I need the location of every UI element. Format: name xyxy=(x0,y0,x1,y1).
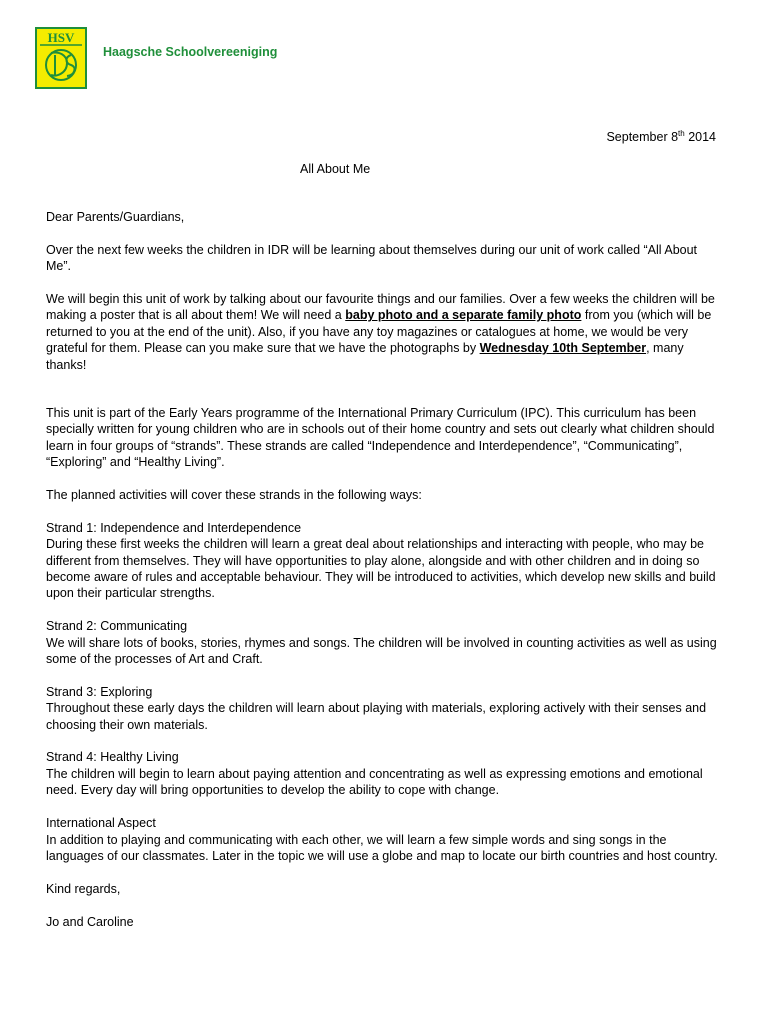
activities-intro: The planned activities will cover these strands in the following ways: xyxy=(46,488,422,503)
date-ordinal: th xyxy=(678,128,685,138)
strand-heading: Strand 4: Healthy Living xyxy=(46,750,179,765)
closing: Kind regards, xyxy=(46,881,121,896)
letter-date xyxy=(606,129,716,145)
strand-heading: Strand 2: Communicating xyxy=(46,619,188,634)
photo-request-text-2: from you (which will be returned to you at the end of the unit). Also, if you have any toy magazines or catalogues at home, we would be very grateful for them. Please can you make sure that we have the photographs by xyxy=(46,308,712,356)
ipc-paragraph: This unit is part of the Early Years programme of the International Primary Curriculum (IPC). This curriculum has been specially written for young children who are in schools out of their home country and sets out clearly what children should learn in four groups of “strands”. These strands are called “Independence and Interdependence”, “Communicating”, “Exploring” and “Healthy Living”. xyxy=(46,406,715,470)
deadline-highlight: Wednesday 10th September xyxy=(479,341,647,356)
strand-section xyxy=(46,684,724,733)
salutation: Dear Parents/Guardians, xyxy=(46,210,185,224)
strand-text: Throughout these early days the children will learn about playing with materials, exploring actively with their senses and choosing their own materials. xyxy=(46,701,707,732)
strand-text: In addition to playing and communicating with each other, we will learn a few simple words and sing songs in the languages of our classmates. Later in the topic we will use a globe and map to locate our birth countries and host country. xyxy=(46,832,718,863)
photo-request-text: We will begin this unit of work by talking about our favourite things and our families. Over a few weeks the children will be making a poster that is all about them! We will need a xyxy=(46,292,715,323)
strand-section xyxy=(46,520,724,602)
date-year: 2014 xyxy=(684,130,716,144)
photo-request-text-3: , many thanks! xyxy=(46,341,684,372)
logo-text: HSV xyxy=(47,30,75,45)
strand-heading: Strand 1: Independence and Interdependence xyxy=(46,520,302,535)
strand-heading: International Aspect xyxy=(46,816,156,831)
letter-title: All About Me xyxy=(300,162,371,176)
strand-section xyxy=(46,815,724,864)
date-day: September 8 xyxy=(606,130,679,144)
strand-text: The children will begin to learn about paying attention and concentrating as well as expressing emotions and emotional need. Every day will bring opportunities to develop the ability to cope with change. xyxy=(46,766,703,798)
school-name: Haagsche Schoolvereeniging xyxy=(103,45,278,59)
letter-body xyxy=(46,209,724,946)
hsv-crest-icon xyxy=(37,29,85,87)
strand-text: We will share lots of books, stories, rhymes and songs. The children will be involved in counting activities as well as using some of the processes of Art and Craft. xyxy=(46,635,717,667)
strand-heading: Strand 3: Exploring xyxy=(46,684,153,699)
photo-request-highlight: baby photo and a separate family photo xyxy=(345,308,582,323)
intro-paragraph: Over the next few weeks the children in IDR will be learning about themselves during our unit of work called “All About Me”. xyxy=(46,242,698,274)
strand-section xyxy=(46,749,724,798)
strand-text: During these first weeks the children will learn a great deal about relationships and interacting with people, who may be different from themselves. They will have opportunities to play alone, alongside and with other children and in doing so become aware of rules and acceptable behaviour. They will be introduced to activities, which develop new skills and build upon their particular strengths. xyxy=(46,537,716,601)
school-logo xyxy=(35,27,87,89)
strand-section xyxy=(46,618,724,667)
photo-request-paragraph xyxy=(46,291,724,373)
signature: Jo and Caroline xyxy=(46,914,134,929)
